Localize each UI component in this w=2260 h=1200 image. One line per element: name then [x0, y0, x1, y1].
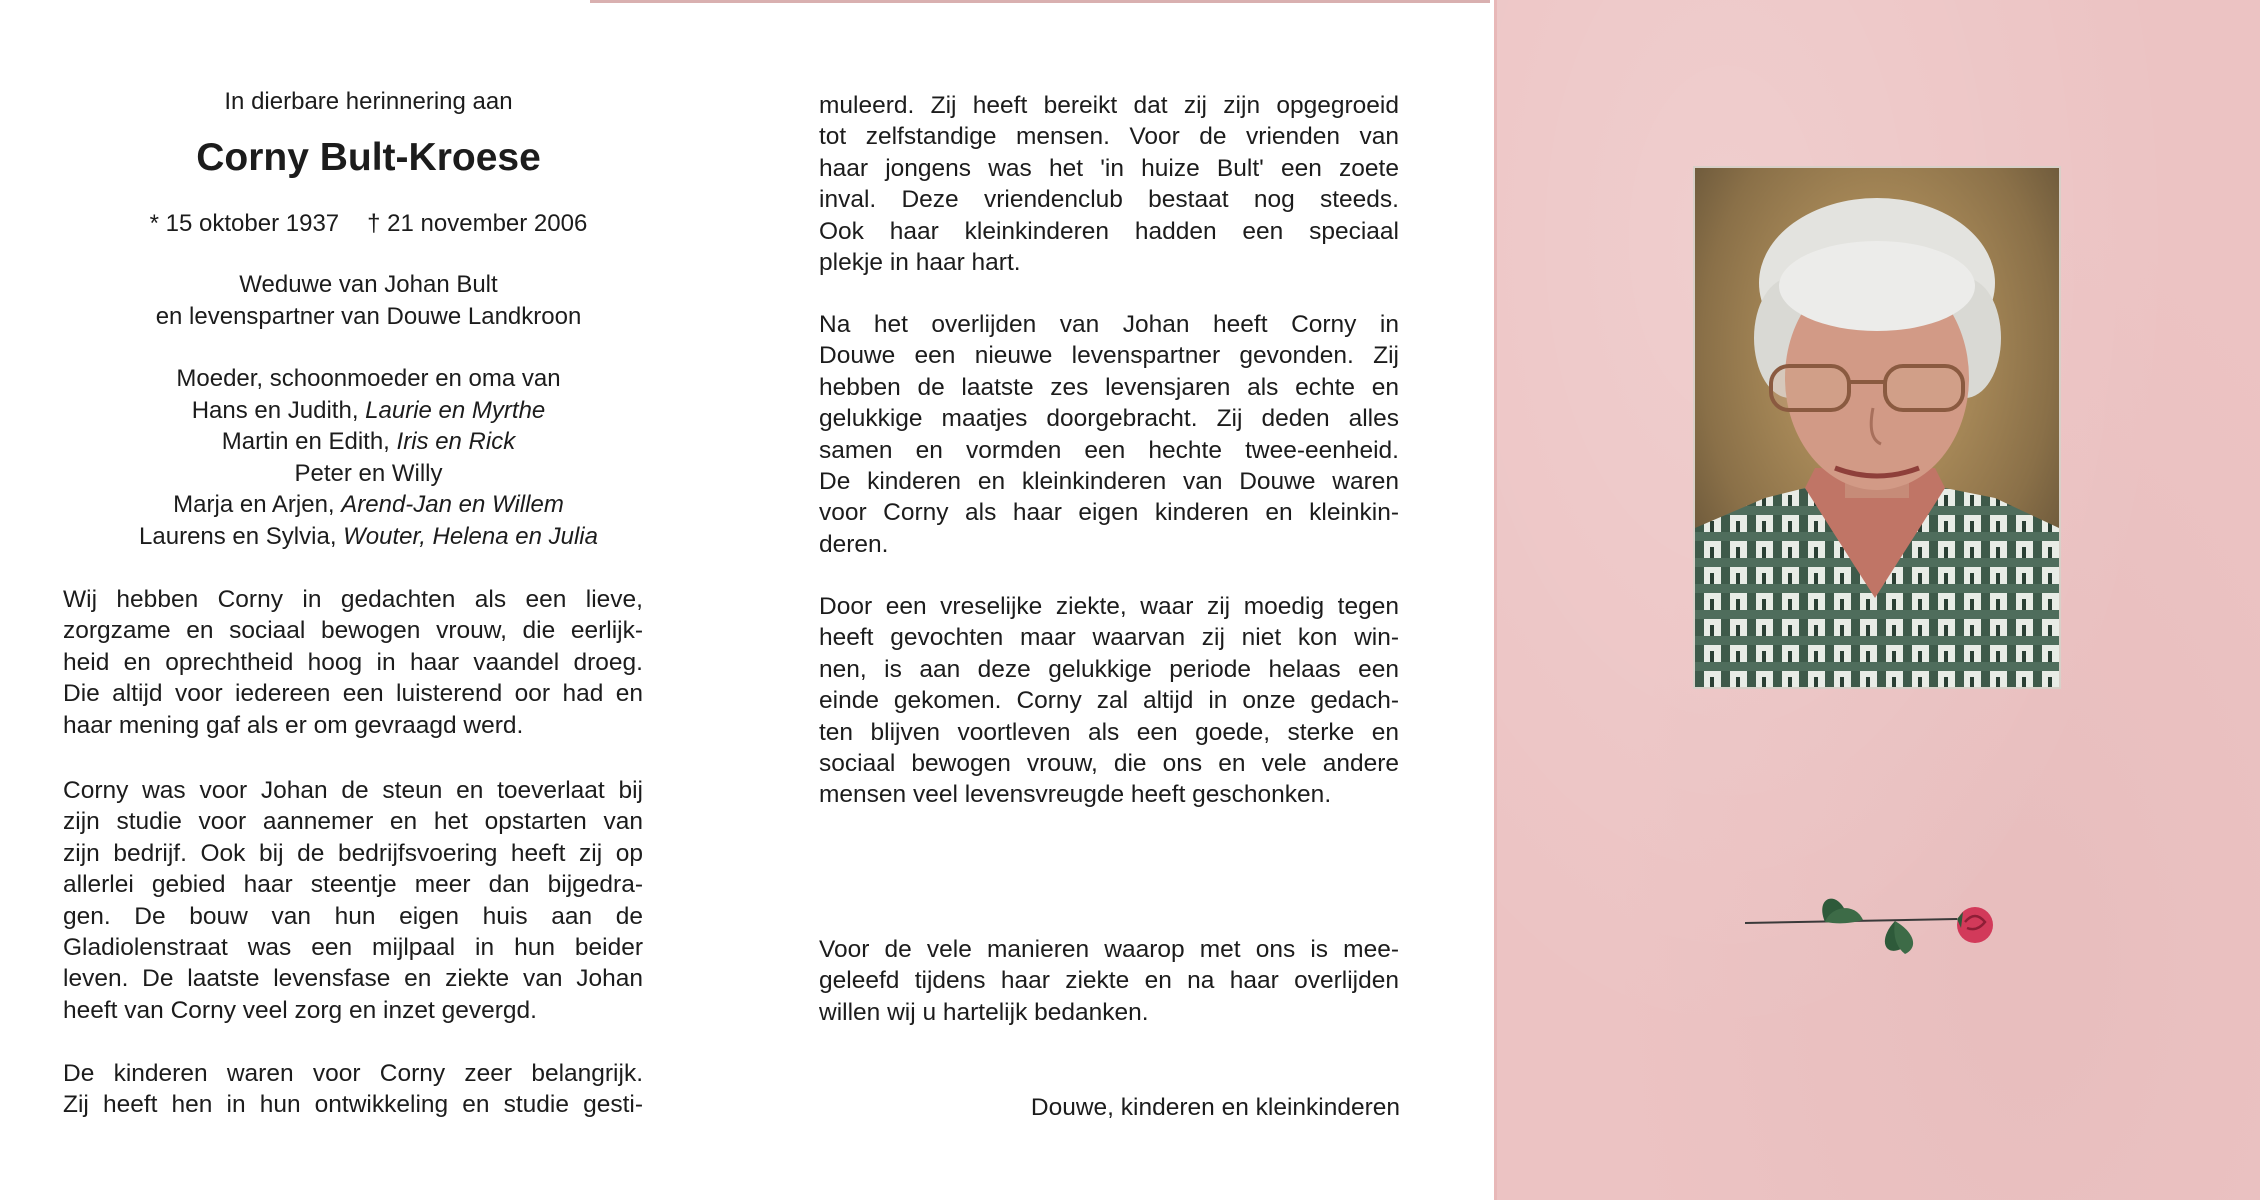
text-line: Door een vreselijke ziekte, waar zij moedig tegen: [819, 593, 1399, 620]
family-line: [0, 489, 737, 521]
text-line: Wij hebben Corny in gedachten als een lieve,: [63, 586, 643, 613]
text-line: muleerd. Zij heeft bereikt dat zij zijn opgegroeid: [819, 92, 1399, 119]
family-line: [0, 458, 737, 490]
text-line: Die altijd voor iedereen een luisterend oor had en: [63, 680, 643, 708]
thank-you-paragraph: [819, 934, 1399, 1028]
text-line: Gladiolenstraat was een mijlpaal in hun beider: [63, 934, 643, 962]
text-line: Corny was voor Johan de steun en toeverlaat bij: [63, 777, 643, 804]
relation-line: en levenspartner van Douwe Landkroon: [155, 302, 582, 330]
family-line: [0, 426, 737, 458]
memorial-paragraph: [63, 584, 643, 741]
text-line: De kinderen waren voor Corny zeer belangrijk.: [63, 1060, 643, 1087]
intro-text: In dierbare herinnering aan: [224, 88, 513, 115]
text-line: inval. Deze vriendenclub bestaat nog steeds.: [819, 186, 1399, 214]
text-line: hebben de laatste zes levensjaren als echte en: [819, 373, 1399, 401]
memorial-paragraph: [819, 90, 1399, 278]
text-line: Na het overlijden van Johan heeft Corny in: [819, 311, 1399, 338]
text-line: gelukkige maatjes doorgebracht. Zij deden alles: [819, 405, 1399, 433]
text-line: heeft van Corny veel zorg en inzet gevergd.: [63, 996, 537, 1024]
text-line: sociaal bewogen vrouw, die ons en vele andere: [819, 750, 1399, 778]
memorial-paragraph: [63, 775, 643, 1026]
text-line: willen wij u hartelijk bedanken.: [819, 998, 1149, 1026]
family-parents: Martin en Edith,: [221, 428, 390, 455]
family-parents: Marja en Arjen,: [173, 491, 335, 518]
family-grandchildren: Laurie en Myrthe: [365, 396, 546, 424]
family-grandchildren: Arend-Jan en Willem: [341, 491, 564, 518]
text-line: gen. De bouw van hun eigen huis aan de: [63, 902, 643, 930]
text-line: plekje in haar hart.: [819, 249, 1021, 277]
text-line: deren.: [819, 530, 889, 558]
text-line: samen en vormden een hechte twee-eenheid.: [819, 436, 1399, 464]
text-line: Douwe een nieuwe levenspartner gevonden. Zij: [819, 342, 1399, 370]
family-parents: Laurens en Sylvia,: [139, 522, 337, 550]
text-line: haar mening gaf als er om gevraagd werd.: [63, 711, 524, 739]
text-line: geleefd tijdens haar ziekte en na haar overlijden: [819, 967, 1399, 995]
deceased-name: Corny Bult-Kroese: [196, 136, 541, 179]
family-grandchildren: Wouter, Helena en Julia: [343, 522, 598, 550]
text-line: haar jongens was het 'in huize Bult' een zoete: [819, 154, 1399, 182]
relation-block: [0, 269, 737, 332]
relation-line: Weduwe van Johan Bult: [239, 271, 498, 298]
portrait-image: [1695, 168, 2059, 687]
family-parents: Hans en Judith,: [191, 396, 359, 424]
text-line: tot zelfstandige mensen. Voor de vrienden van: [819, 123, 1399, 151]
memorial-paragraph: [63, 1058, 643, 1121]
text-line: zijn studie voor aannemer en het opstarten van: [63, 808, 643, 836]
text-line: heeft gevochten maar waarvan zij niet kon win-: [819, 624, 1399, 652]
family-line: [0, 521, 737, 553]
rose-flower-icon: [1957, 907, 1993, 943]
family-parents: Peter en Willy: [294, 459, 443, 487]
family-block: [0, 363, 737, 552]
text-line: allerlei gebied haar steentje meer dan bijgedra-: [63, 871, 643, 899]
death-date: † 21 november 2006: [367, 210, 588, 237]
memorial-paragraph: [819, 591, 1399, 811]
text-line: leven. De laatste levensfase en ziekte van Johan: [63, 965, 643, 993]
family-line: [0, 395, 737, 427]
memorial-paragraph: [819, 309, 1399, 560]
text-line: Voor de vele manieren waarop met ons is mee-: [819, 936, 1399, 963]
text-line: De kinderen en kleinkinderen van Douwe waren: [819, 468, 1399, 496]
cover-panel: [1497, 0, 2260, 1200]
text-line: zijn bedrijf. Ook bij de bedrijfsvoering heeft zij op: [63, 839, 643, 867]
portrait-photo: [1693, 166, 2061, 689]
middle-panel: [737, 0, 1497, 1200]
text-line: Ook haar kleinkinderen hadden een speciaal: [819, 217, 1399, 245]
text-line: Zij heeft hen in hun ontwikkeling en studie gesti-: [63, 1091, 643, 1119]
birth-date: * 15 oktober 1937: [149, 210, 340, 237]
text-line: nen, is aan deze gelukkige periode helaas een: [819, 655, 1399, 683]
rose-decoration: [1745, 880, 2005, 970]
signature: Douwe, kinderen en kleinkinderen: [1030, 1094, 1400, 1121]
life-dates: [0, 208, 737, 240]
text-line: voor Corny als haar eigen kinderen en kleinkin-: [819, 499, 1399, 527]
text-line: einde gekomen. Corny zal altijd in onze gedach-: [819, 687, 1399, 715]
text-line: zorgzame en sociaal bewogen vrouw, die eerlijk-: [63, 617, 643, 645]
family-grandchildren: Iris en Rick: [396, 428, 516, 455]
text-line: heid en oprechtheid hoog in haar vaandel droeg.: [63, 648, 643, 676]
text-line: ten blijven voortleven als een goede, sterke en: [819, 718, 1399, 746]
text-line: mensen veel levensvreugde heeft geschonken.: [819, 781, 1332, 809]
left-panel: [0, 0, 737, 1200]
family-intro: Moeder, schoonmoeder en oma van: [176, 365, 561, 392]
